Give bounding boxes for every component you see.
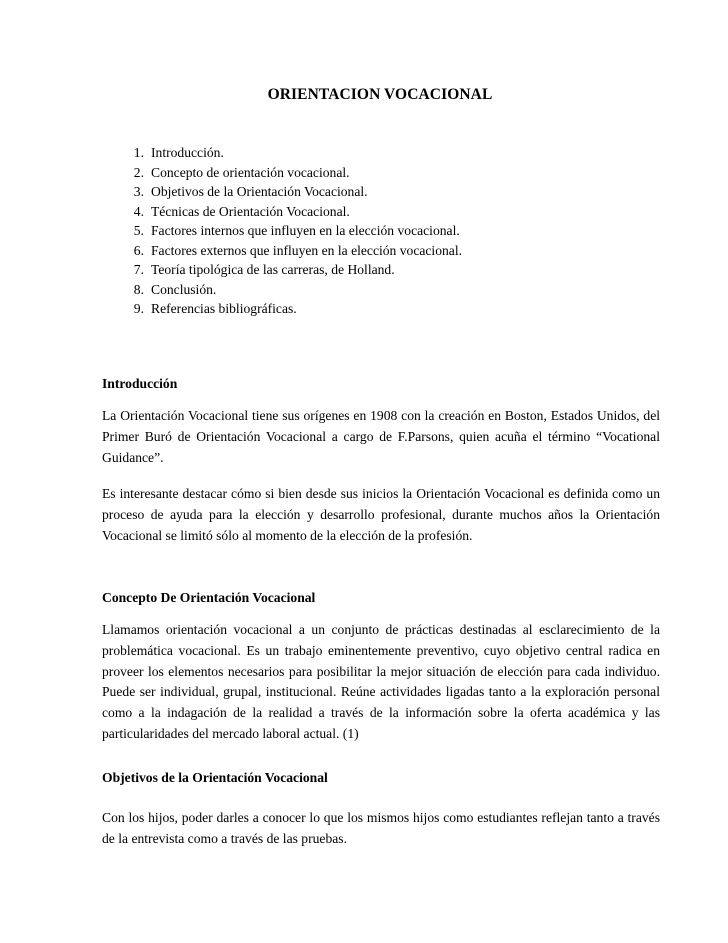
table-of-contents	[102, 143, 462, 319]
toc-item	[102, 260, 462, 280]
toc-item-text: Factores internos que influyen en la elección vocacional.	[151, 223, 460, 238]
section-heading-concepto: Concepto De Orientación Vocacional	[102, 590, 316, 605]
concepto-paragraph-1: Llamamos orientación vocacional a un conjunto de prácticas destinadas al esclarecimiento de la problemática vocacional. Es un trabajo eminentemente preventivo, cuyo objetivo central radica en proveer los elementos necesarios para posibilitar la mejor situación de elección para cada individuo. Puede ser individual, grupal, institucional. Reúne actividades ligadas tanto a la exploración personal como a la indagación de la realidad a través de la información sobre la oferta académica y las particularidades del mercado laboral actual. (1)	[102, 622, 660, 741]
toc-item-text: Concepto de orientación vocacional.	[151, 164, 350, 180]
objetivos-paragraph-1: Con los hijos, poder darles a conocer lo que los mismos hijos como estudiantes reflejan tanto a través de la entrevista como a través de las pruebas.	[102, 810, 660, 846]
toc-item	[102, 241, 462, 261]
toc-item-number: 2.	[133, 164, 144, 180]
toc-item	[102, 299, 462, 319]
toc-item	[102, 221, 462, 241]
toc-item	[102, 143, 462, 163]
toc-item	[102, 202, 462, 222]
toc-item-text: Conclusión.	[151, 281, 217, 297]
toc-item-text: Factores externos que influyen en la elección vocacional.	[151, 242, 463, 258]
toc-item-number: 4.	[133, 203, 144, 219]
intro-paragraph-1: La Orientación Vocacional tiene sus orígenes en 1908 con la creación en Boston, Estados Unidos, del Primer Buró de Orientación Vocacional a cargo de F.Parsons, quien acuña el término “Vocational Guidance”.	[102, 408, 660, 465]
toc-item	[102, 163, 462, 183]
toc-item-text: Objetivos de la Orientación Vocacional.	[151, 184, 368, 199]
toc-item-number: 3.	[133, 184, 144, 199]
toc-item	[102, 182, 462, 202]
toc-item-number: 6.	[133, 242, 144, 258]
toc-item-number: 1.	[133, 145, 144, 160]
section-heading-objetivos: Objetivos de la Orientación Vocacional	[102, 770, 328, 785]
document-title: ORIENTACION VOCACIONAL	[267, 86, 493, 103]
toc-item-number: 5.	[133, 223, 144, 238]
toc-item-number: 7.	[133, 262, 144, 277]
toc-item-text: Teoría tipológica de las carreras, de Holland.	[151, 262, 395, 277]
toc-item-number: 9.	[133, 301, 144, 316]
toc-item	[102, 280, 462, 300]
intro-paragraph-2: Es interesante destacar cómo si bien desde sus inicios la Orientación Vocacional es definida como un proceso de ayuda para la elección y desarrollo profesional, durante muchos años la Orientación Vocacional se limitó sólo al momento de la elección de la profesión.	[102, 486, 660, 543]
toc-item-text: Introducción.	[151, 145, 224, 160]
toc-item-text: Técnicas de Orientación Vocacional.	[151, 203, 350, 219]
toc-item-number: 8.	[133, 281, 144, 297]
toc-item-text: Referencias bibliográficas.	[151, 301, 297, 316]
section-heading-introduccion: Introducción	[102, 376, 178, 391]
